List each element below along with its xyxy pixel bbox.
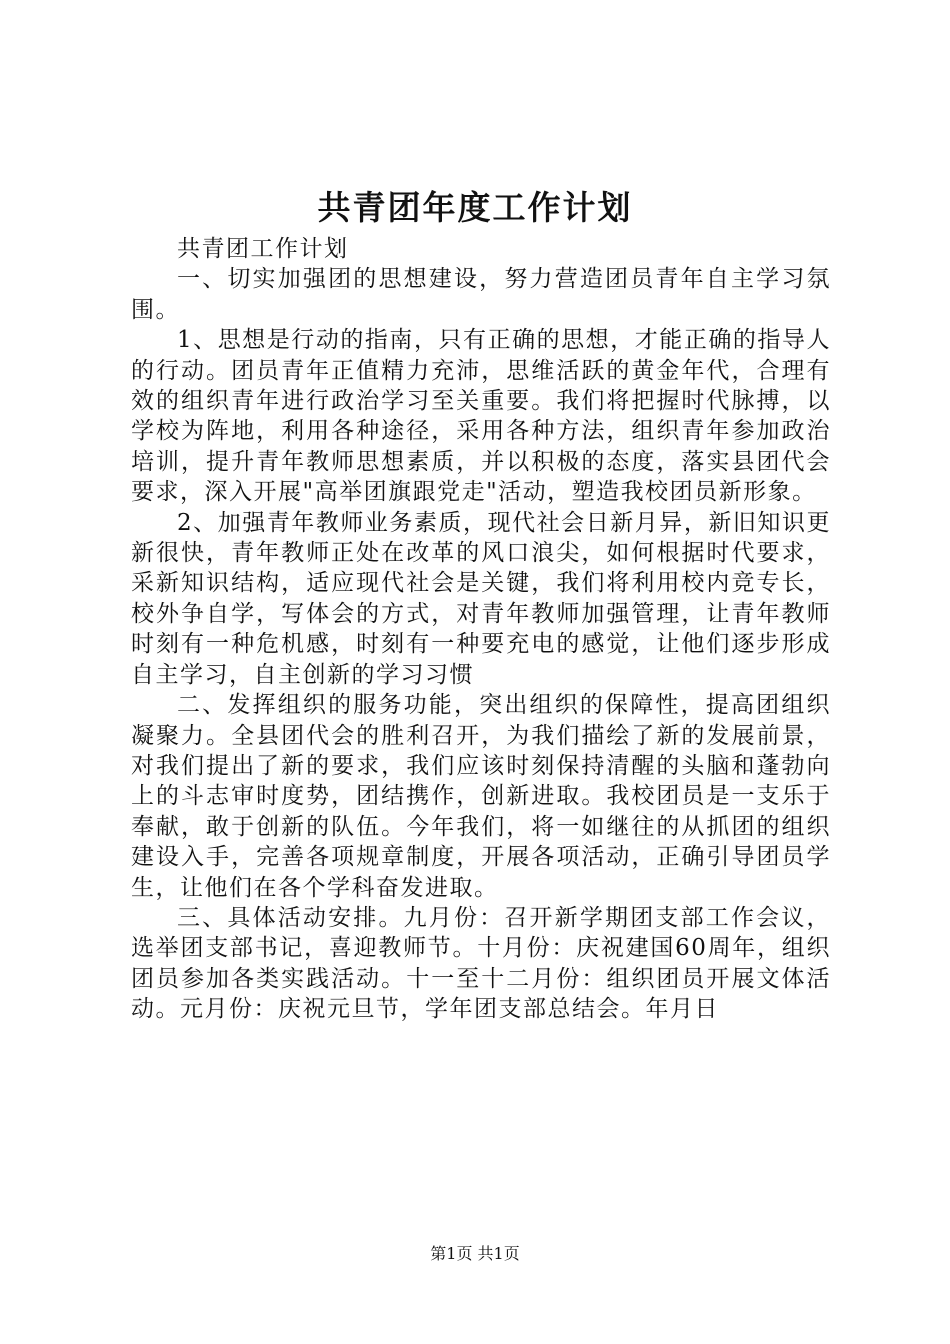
paragraph-section-two: 二、发挥组织的服务功能，突出组织的保障性，提高团组织凝聚力。全县团代会的胜利召开，为我们描绘了新的发展前景，对我们提出了新的要求，我们应该时刻保持清醒的头脑和蓬勃向上的斗志审时度势，团结携作，创新进取。我校团员是一支乐于奉献，敢于创新的队伍。今年我们，将一如继往的从抓团的组织建设入手，完善各项规章制度，开展各项活动，正确引导团员学生，让他们在各个学科奋发进取。 [131,692,831,901]
paragraph-item-one: 1、思想是行动的指南，只有正确的思想，才能正确的指导人的行动。团员青年正值精力充沛，思维活跃的黄金年代，合理有效的组织青年进行政治学习至关重要。我们将把握时代脉搏，以学校为阵地，利用各种途径，采用各种方法，组织青年参加政治培训，提升青年教师思想素质，并以积极的态度，落实县团代会要求，深入开展"高举团旗跟党走"活动，塑造我校团员新形象。 [131,327,831,506]
paragraph-section-three: 三、具体活动安排。九月份：召开新学期团支部工作会议，选举团支部书记，喜迎教师节。十月份：庆祝建国60周年，组织团员参加各类实践活动。十一至十二月份：组织团员开展文体活动。元月份：庆祝元旦节，学年团支部总结会。年月日 [131,904,831,1023]
paragraph-section-one: 一、切实加强团的思想建设，努力营造团员青年自主学习氛围。 [131,266,831,323]
document-title: 共青团年度工作计划 [317,188,633,227]
paragraph-heading: 共青团工作计划 [177,236,349,262]
page-footer: 第1页 共1页 [430,1244,520,1263]
paragraph-item-two: 2、加强青年教师业务素质，现代社会日新月异，新旧知识更新很快，青年教师正处在改革的风口浪尖，如何根据时代要求，采新知识结构，适应现代社会是关键，我们将利用校内竞专长，校外争自学，写体会的方式，对青年教师加强管理，让青年教师时刻有一种危机感，时刻有一种要充电的感觉，让他们逐步形成自主学习，自主创新的学习习惯 [131,509,831,688]
document-body [131,234,831,1025]
